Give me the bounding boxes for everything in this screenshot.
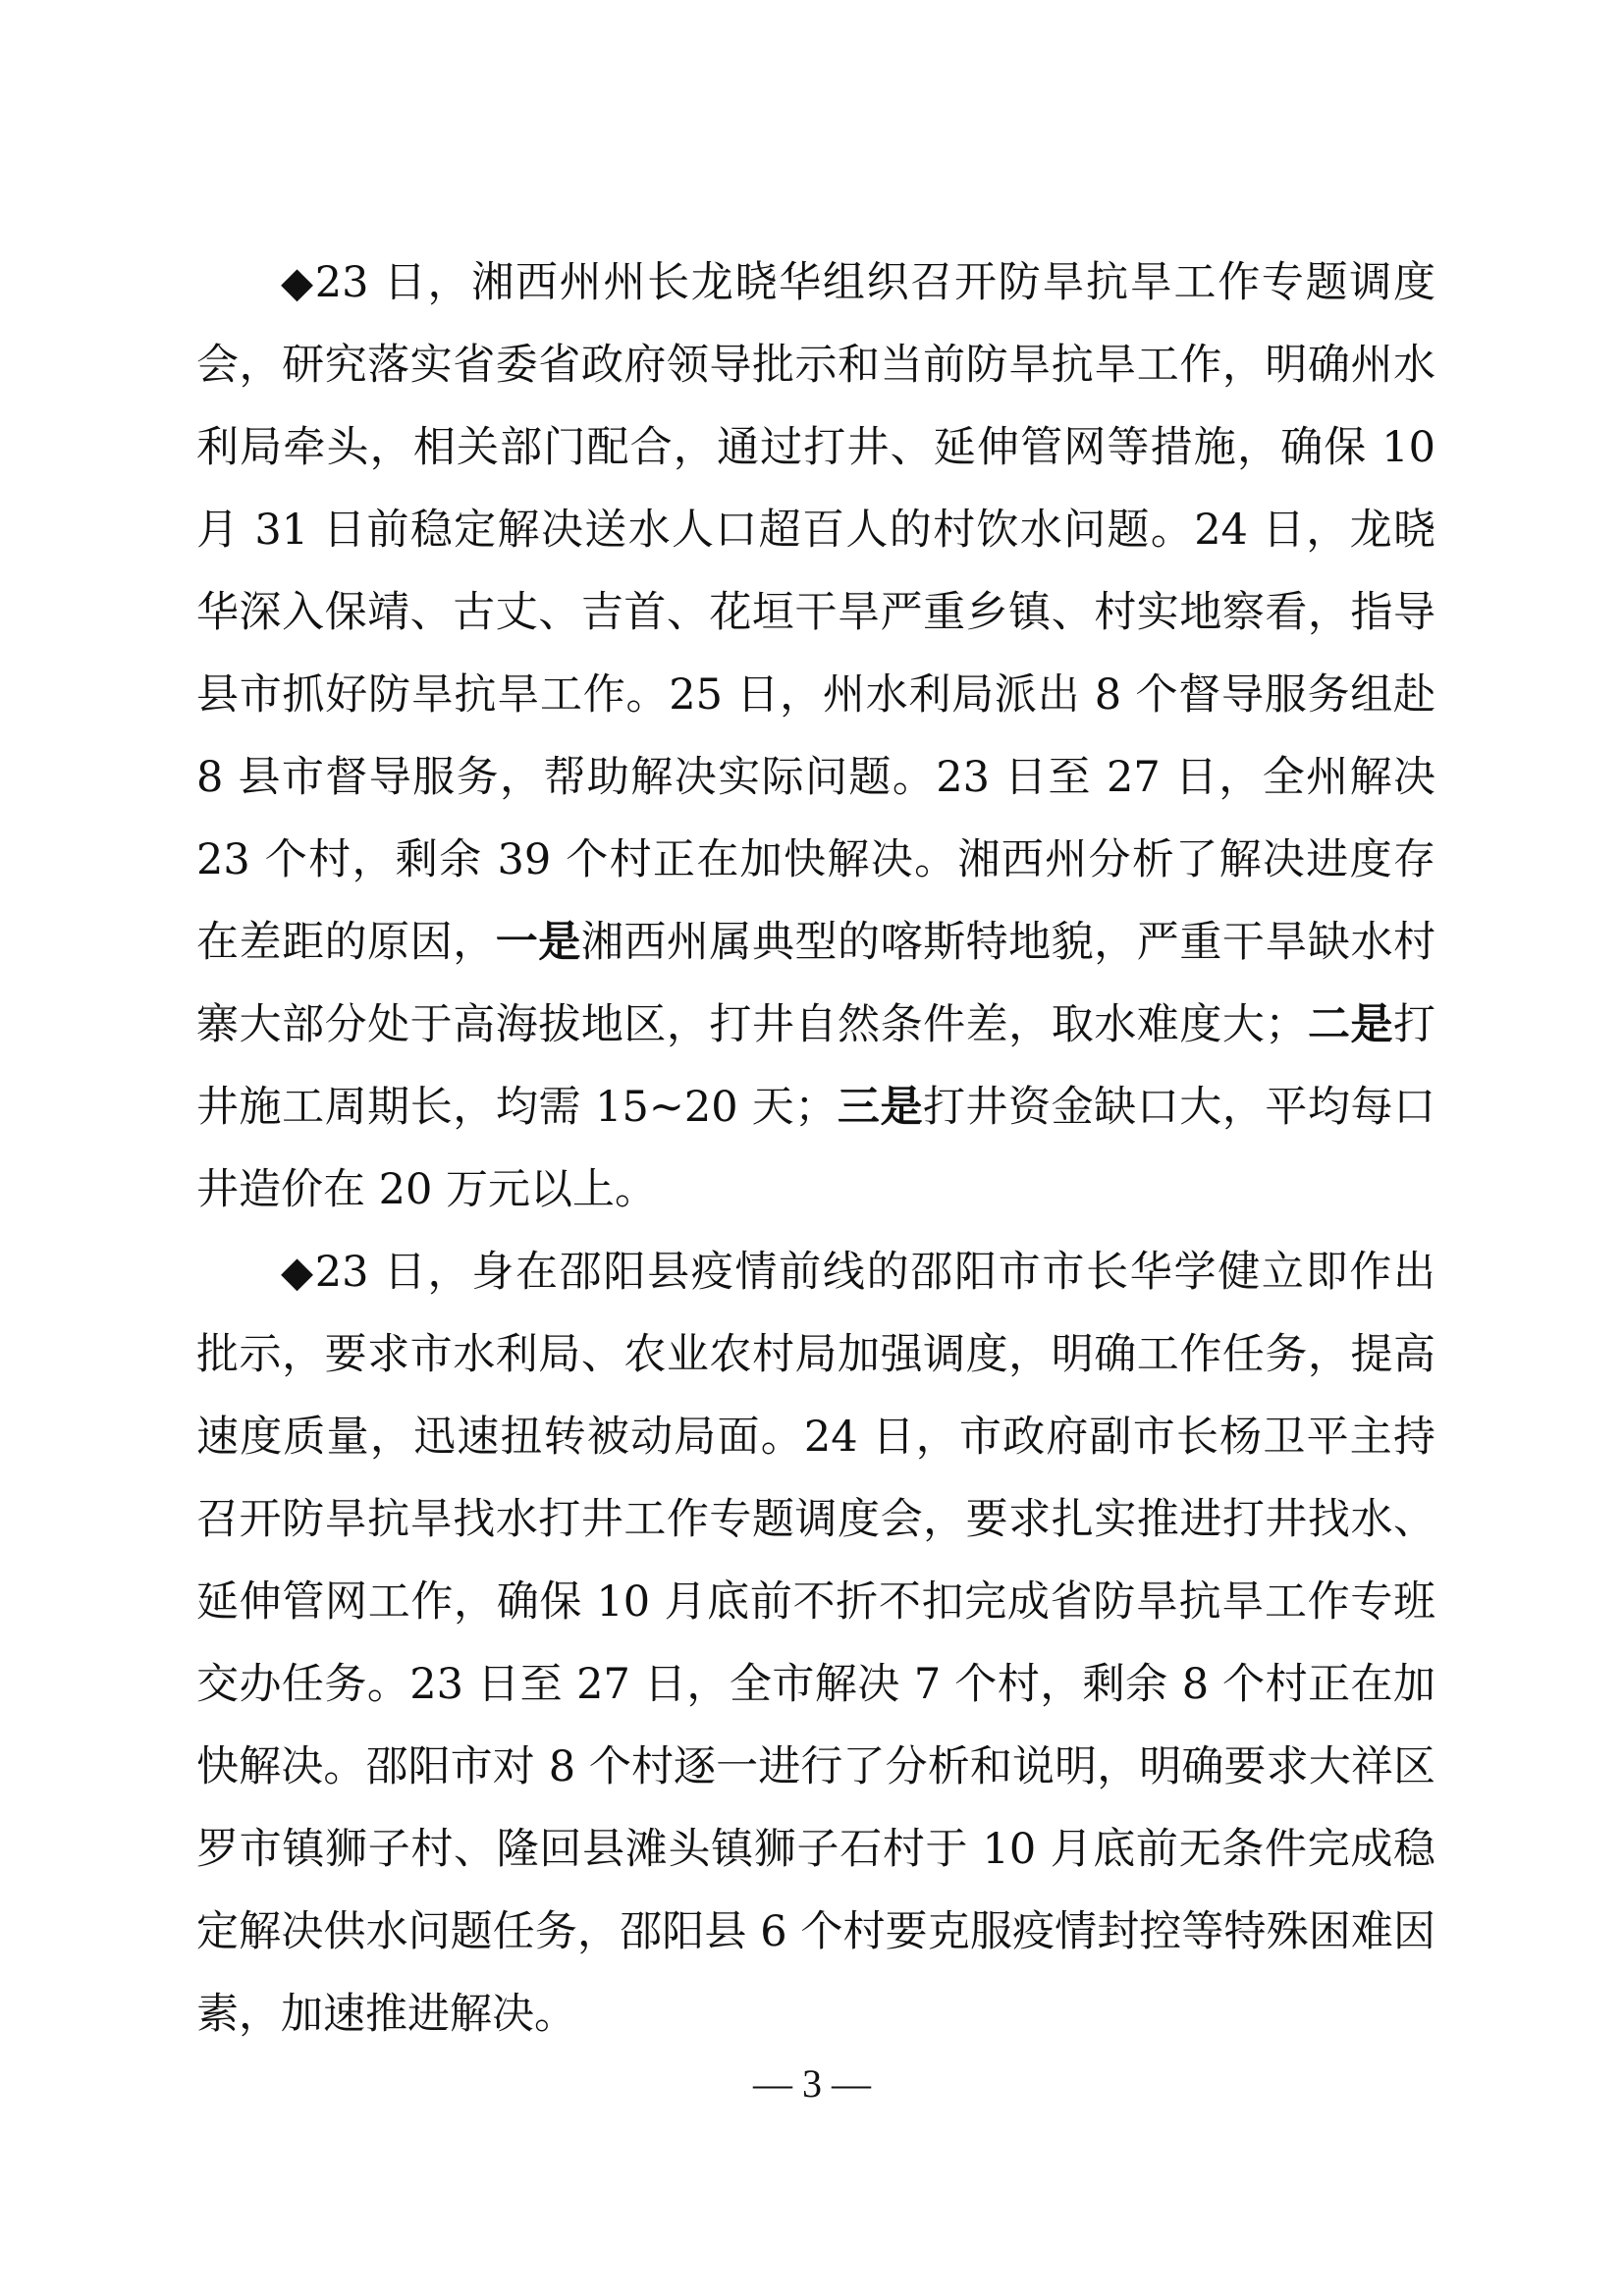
paragraph-text: 打井资金缺口大，平均每口井造价在 20 万元以上。 — [196, 1083, 1436, 1214]
paragraph-text: ◆23 日，湘西州州长龙晓华组织召开防旱抗旱工作专题调度会，研究落实省委省政府领导批示和当前防旱抗旱工作，明确州水利局牵头，相关部门配合，通过打井、延伸管网等措施，确保 10 月 31 日前稳定解决送水人口超百人的村饮水问题。24 日，龙晓华深入保靖、古丈、吉首、花垣干旱严重乡镇、村实地察看，指导县市抓好防旱抗旱工作。25 日，州水利局派出 8 个督导服务组赴 8 县市督导服务，帮助解决实际问题。23 日至 27 日，全州解决 23 个村，剩余 39 个村正在加快解决。湘西州分析了解决进度存在差距的原因， — [196, 258, 1435, 967]
page-number: — 3 — — [753, 2061, 871, 2106]
paragraph-text: ◆23 日，身在邵阳县疫情前线的邵阳市市长华学健立即作出批示，要求市水利局、农业农村局加强调度，明确工作任务，提高速度质量，迅速扭转被动局面。24 日，市政府副市长杨卫平主持召开防旱抗旱找水打井工作专题调度会，要求扎实推进打井找水、延伸管网工作，确保 10 月底前不折不扣完成省防旱抗旱工作专班交办任务。23 日至 27 日，全市解决 7 个村，剩余 8 个村正在加快解决。邵阳市对 8 个村逐一进行了分析和说明，明确要求大祥区罗市镇狮子村、隆回县滩头镇狮子石村于 10 月底前无条件完成稳定解决供水问题任务，邵阳县 6 个村要克服疫情封控等特殊困难因素，加速推进解决。 — [196, 1248, 1435, 2039]
emphasis-first: 一是 — [495, 918, 581, 967]
paragraph-text: 打井施工周期长，均需 15~20 天； — [196, 1000, 1436, 1132]
paragraph-xiangxi — [196, 241, 1435, 1231]
document-body — [196, 241, 1435, 2056]
emphasis-third: 三是 — [837, 1083, 923, 1132]
paragraph-shaoyang — [196, 1231, 1435, 2056]
emphasis-second: 二是 — [1307, 1000, 1394, 1049]
paragraph-text: 湘西州属典型的喀斯特地貌，严重干旱缺水村寨大部分处于高海拔地区，打井自然条件差，取水难度大； — [196, 918, 1436, 1049]
